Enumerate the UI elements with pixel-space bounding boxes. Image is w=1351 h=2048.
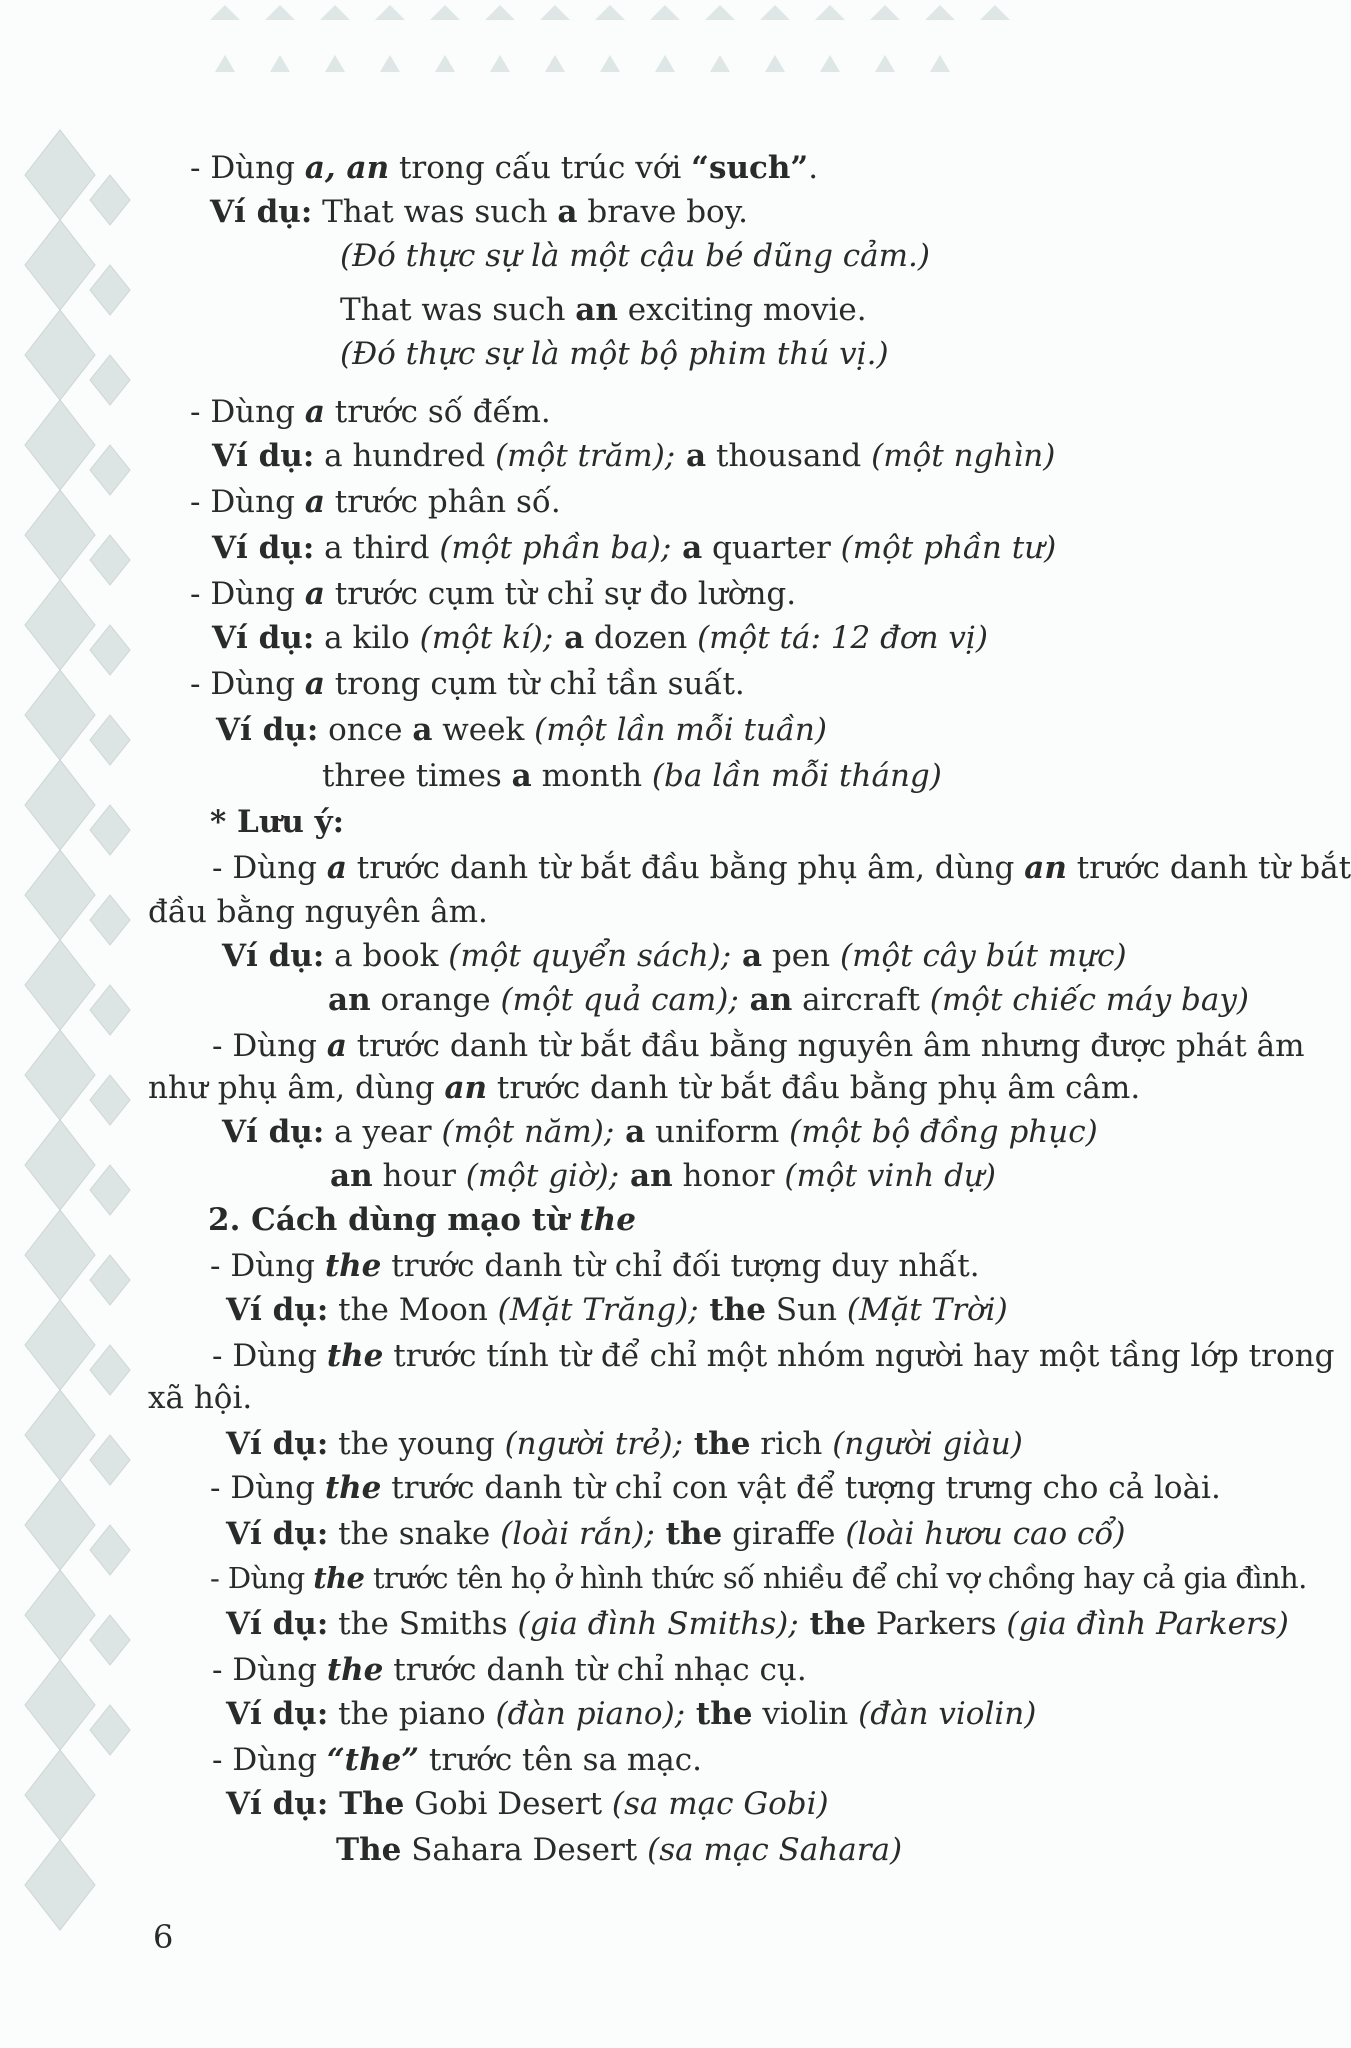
text-line: - Dùng a trước danh từ bắt đầu bằng nguyên âm nhưng được phát âm	[212, 1028, 1305, 1064]
text-line: xã hội.	[148, 1380, 253, 1416]
text-line: an hour (một giờ); an honor (một vinh dự)	[330, 1158, 996, 1194]
text-line: (Đó thực sự là một bộ phim thú vị.)	[340, 336, 889, 372]
text-line: Ví dụ: a third (một phần ba); a quarter (một phần tư)	[212, 530, 1057, 566]
text-line: - Dùng a trước số đếm.	[190, 394, 551, 430]
text-line: - Dùng a trước cụm từ chỉ sự đo lường.	[190, 576, 797, 612]
text-line: an orange (một quả cam); an aircraft (một chiếc máy bay)	[328, 982, 1249, 1018]
top-decoration	[190, 0, 1090, 80]
text-line: Ví dụ: the Smiths (gia đình Smiths); the Parkers (gia đình Parkers)	[226, 1606, 1289, 1642]
text-line: - Dùng the trước tính từ để chỉ một nhóm người hay một tầng lớp trong	[212, 1338, 1335, 1374]
text-line: Ví dụ: a kilo (một kí); a dozen (một tá: 12 đơn vị)	[212, 620, 988, 656]
text-line: Ví dụ: a book (một quyển sách); a pen (một cây bút mực)	[222, 938, 1127, 974]
text-line: Ví dụ: a hundred (một trăm); a thousand (một nghìn)	[212, 438, 1056, 474]
text-line: three times a month (ba lần mỗi tháng)	[322, 758, 942, 794]
text-line: - Dùng a trong cụm từ chỉ tần suất.	[190, 666, 745, 702]
text-line: Ví dụ: the piano (đàn piano); the violin (đàn violin)	[226, 1696, 1037, 1732]
text-line: - Dùng the trước danh từ chỉ nhạc cụ.	[212, 1652, 807, 1688]
text-line: Ví dụ: The Gobi Desert (sa mạc Gobi)	[226, 1786, 829, 1822]
left-diamond-border	[0, 130, 150, 1930]
section-heading: 2. Cách dùng mạo từ the	[208, 1202, 636, 1238]
text-line: - Dùng the trước tên họ ở hình thức số nhiều để chỉ vợ chồng hay cả gia đình.	[210, 1561, 1307, 1595]
text-line: Ví dụ: a year (một năm); a uniform (một bộ đồng phục)	[222, 1114, 1098, 1150]
text-line: The Sahara Desert (sa mạc Sahara)	[336, 1832, 903, 1868]
text-line: - Dùng the trước danh từ chỉ đối tượng duy nhất.	[210, 1248, 980, 1284]
text-line: - Dùng a trước phân số.	[190, 484, 561, 520]
text-line: That was such an exciting movie.	[340, 292, 867, 328]
text-line: đầu bằng nguyên âm.	[148, 894, 488, 930]
text-line: Ví dụ: the snake (loài rắn); the giraffe (loài hươu cao cổ)	[226, 1516, 1126, 1552]
text-line: Ví dụ: once a week (một lần mỗi tuần)	[216, 712, 827, 748]
text-line: Ví dụ: That was such a brave boy.	[210, 194, 748, 230]
text-line: - Dùng the trước danh từ chỉ con vật để tượng trưng cho cả loài.	[210, 1470, 1221, 1506]
text-line: Ví dụ: the Moon (Mặt Trăng); the Sun (Mặt Trời)	[226, 1292, 1008, 1328]
text-line: Ví dụ: the young (người trẻ); the rich (người giàu)	[226, 1426, 1023, 1462]
note-heading: * Lưu ý:	[210, 804, 345, 840]
text-line: (Đó thực sự là một cậu bé dũng cảm.)	[340, 238, 930, 274]
text-line: - Dùng a trước danh từ bắt đầu bằng phụ âm, dùng an trước danh từ bắt	[212, 850, 1351, 886]
text-line: - Dùng a, an trong cấu trúc với “such”.	[190, 150, 819, 186]
page-number: 6	[153, 1918, 174, 1956]
text-line: - Dùng “the” trước tên sa mạc.	[212, 1742, 702, 1778]
text-line: như phụ âm, dùng an trước danh từ bắt đầu bằng phụ âm câm.	[148, 1070, 1141, 1106]
